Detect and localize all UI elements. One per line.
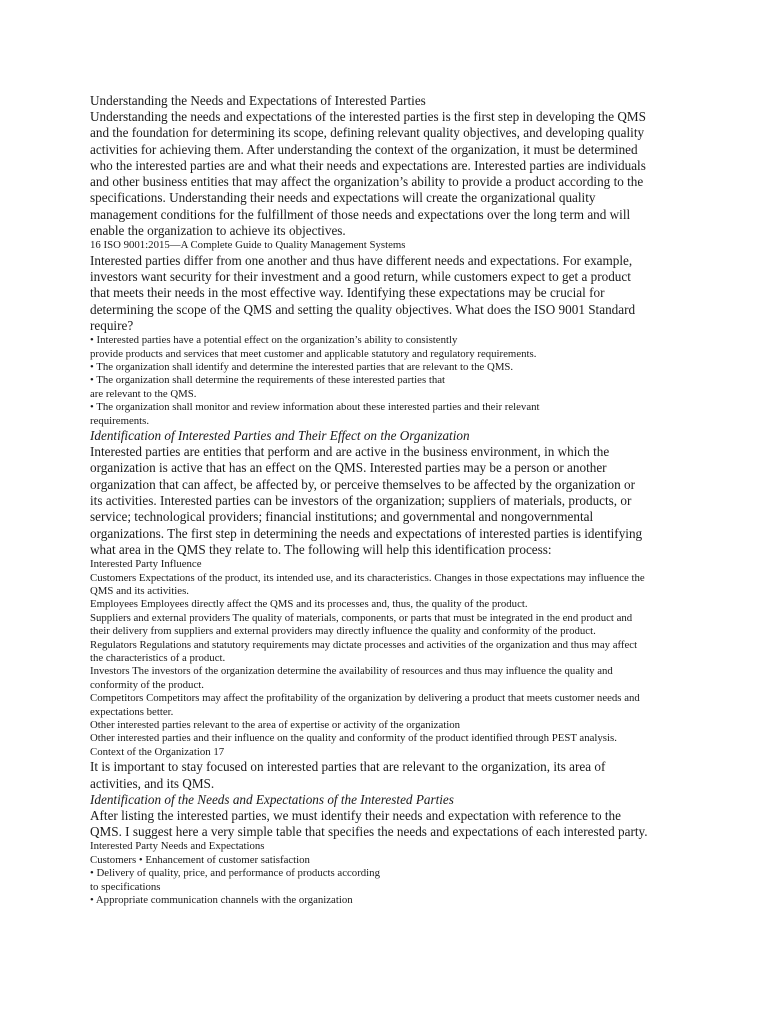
small-text-block: Interested Party Influence Customers Expectations of the product, its intended use, and its characteristics. Changes in those expectations may influence the QMS and its activities. Employees Employees directly affect the QMS and its processes and, thus, the quality of the product. Suppliers and external providers The quality of materials, components, or parts that must be integrated in the end product and their delivery from suppliers and external providers may directly influence the quality and conformity of the product. Regulators Regulations and statutory requirements may dictate processes and activities of the organization and thus may affect the characteristics of a product. Investors The investors of the organization determine the availability of resources and thus may influence the quality and conformity of the product. Competitors Competitors may affect the profitability of the organization by delivering a product that meets customer needs and expectations better. Other interested parties relevant to the area of expertise or activity of the organization Other interested parties and their influence on the quality and conformity of the product identified through PEST analysis. Context of the Organization 17	[90, 558, 645, 758]
body-paragraph: Understanding the needs and expectations of the interested parties is the first step in developing the QMS and the foundation for determining its scope, defining relevant quality objectives, and developing quality activities for achieving them. After understanding the context of the organization, it must be determined who the interested parties are and what their needs and expectations are. Interested parties are individuals and other business entities that may affect the organization’s ability to provide a product according to the specifications. Understanding their needs and expectations will create the organizational quality management conditions for the fulfillment of those needs and expectations over the long term and will enable the organization to achieve its objectives.	[90, 109, 646, 239]
small-text-block: • Interested parties have a potential effect on the organization’s ability to consistently provide products and services that meet customer and applicable statutory and regulatory requirements. • The organization shall identify and determine the interested parties that are relevant to the QMS. • The organization shall determine the requirements of these interested parties that are relevant to the QMS. • The organization shall monitor and review information about these interested parties and their relevant requirements.	[90, 334, 540, 427]
section-heading: Identification of Interested Parties and Their Effect on the Organization	[90, 428, 470, 444]
small-text-block: Interested Party Needs and Expectations Customers • Enhancement of customer satisfaction • Delivery of quality, price, and performance of products according to specifications • Appropriate communication channels with the organization	[90, 840, 380, 907]
body-paragraph: It is important to stay focused on interested parties that are relevant to the organization, its area of activities, and its QMS.	[90, 759, 606, 791]
section-heading: Identification of the Needs and Expectations of the Interested Parties	[90, 791, 454, 807]
body-paragraph: Interested parties are entities that perform and are active in the business environment, in which the organization is active that has an effect on the QMS. Interested parties may be a person or another organization that can affect, be affected by, or perceive themselves to be affected by the organization or its activities. Interested parties can be investors of the organization; suppliers of materials, products, or service; technological providers; financial institutions; and governmental and nongovernmental organizations. The first step in determining the needs and expectations of interested parties is identifying what area in the QMS they relate to. The following will help this identification process:	[90, 444, 643, 557]
small-text-block: 16 ISO 9001:2015—A Complete Guide to Quality Management Systems	[90, 239, 406, 252]
body-paragraph: After listing the interested parties, we must identify their needs and expectation with reference to the QMS. I suggest here a very simple table that specifies the needs and expectations of each interested party.	[90, 807, 648, 840]
document-page	[90, 93, 680, 908]
section-heading: Understanding the Needs and Expectations of Interested Parties	[90, 93, 426, 108]
body-paragraph: Interested parties differ from one another and thus have different needs and expectations. For example, investors want security for their investment and a good return, while customers expect to get a product that meets their needs in the most effective way. Identifying these expectations may be crucial for determining the scope of the QMS and setting the quality objectives. What does the ISO 9001 Standard require?	[90, 252, 636, 333]
